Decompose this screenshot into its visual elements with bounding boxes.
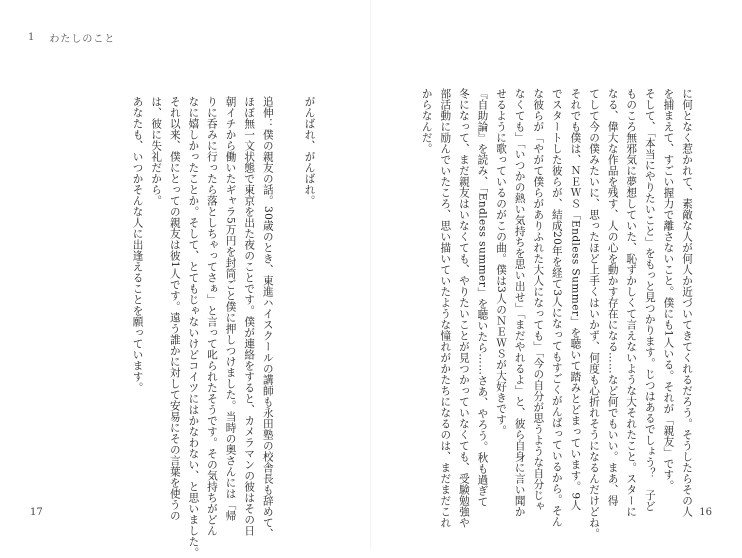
left-page-postscript-line: 追伸：僕の親友の話。30歳のとき、東進ハイスクールの講師も永田塾の校舎長も辞めて、: [261, 96, 274, 540]
right-page-text-line: を捕まえて、すごい握力で離さないこと。僕にも1人いる。それが「親友」です。: [662, 88, 675, 492]
left-page-postscript-line: りに呑みに行ったら落としちゃってさぁ」と言って叱られたそうです。その気持ちがどん: [205, 96, 218, 536]
right-page-text-line: なる、偉大な作品を残す、人の心を動かす存在になる……など何でもいい。まあ、得: [606, 88, 619, 506]
right-page-text-line: 冬になって、まだ親友はいなくても、やりたいことが見つかっていなくても、受験勉強や: [457, 88, 470, 528]
right-page-text-line: でスタートした彼らが、結成20年を経て3人になってもすごくがんばっているから。そん: [550, 88, 563, 528]
right-page-text-line: な彼らが「やがて僕らがありふれた大人になっても」「今の自分が思うような自分じゃ: [532, 88, 545, 512]
right-page-text-line: せるように歌っているのがこの曲。僕は3人のＮＥＷＳが大好きです。: [495, 88, 508, 437]
chapter-title: わたしのこと: [49, 34, 116, 45]
right-page-text-line: に何となく惹かれて、素敵な人が何人か近づいてきてくれるだろう。そうしたらその人: [681, 88, 693, 517]
running-head: [28, 30, 115, 45]
right-page-text-line: 部活動に励んでいたころ、思い描いていたような憧れがかたちになるのは、まだまだこれ: [439, 88, 452, 528]
right-page-text-line: ものころ無邪気に夢想していた、恥ずかしくて言えないような大それたこと。スターに: [625, 88, 638, 517]
left-page-postscript-line: それ以来、僕にとっての親友は彼1人です。遠う誰かに対して安易にその言葉を使うの: [168, 96, 181, 522]
left-page-exhortation: [300, 96, 319, 476]
right-page-body: [417, 88, 696, 539]
chapter-number: 1: [28, 32, 36, 43]
left-page-postscript-line: なに嬉しかったことか。そして、とてもじゃないけどコイツにはかなわない、と思いました。: [187, 96, 200, 558]
gutter: [370, 0, 372, 549]
left-page-postscript: [128, 96, 277, 558]
left-page-postscript-line: あなたも、いつかそんな人に出逢えることを願っています。: [131, 96, 144, 393]
right-page-text-line: それでも僕は、ＮＥＷＳ「Endless Summer」を聴いて踏みとどまっています。9人: [569, 88, 582, 511]
left-page-postscript-line: ほぼ無一文状態で東京を出た夜のことです。僕が連絡をすると、カメラマンの彼はその日: [243, 96, 256, 536]
right-page-text-line: そして、「本当にやりたいこと」をもっと見つかります。じつはあるでしょう？ 子ど: [643, 88, 656, 512]
left-page-postscript-line: 朝イチから働いたギャラ5万円を封筒ごと僕に押しつけました。当時の奥さんには「帰: [224, 96, 237, 522]
left-page-exhortation-line: がんばれ、がんばれ。: [303, 96, 316, 206]
right-page-text-line: なくても」「いつかの熱い気持ちを思い出せ」「まだやれるよ」と、彼ら自身に言い聞か: [513, 88, 526, 518]
right-page-text-line: てして今の僕みたいに、思ったほど上手くはいかず、何度も心折れそうになるんだけどね。: [588, 88, 601, 539]
right-page-text-line: 『自助論』を読み、「Endless summer」を聴いたら……さあ、やろう。秋も過ぎて: [476, 88, 489, 508]
left-page-postscript-line: は、彼に失礼だから。: [150, 96, 163, 206]
page-number-right: 16: [699, 507, 712, 518]
right-page-text-line: からなんだ。: [420, 88, 433, 154]
page-number-left: 17: [30, 507, 43, 518]
